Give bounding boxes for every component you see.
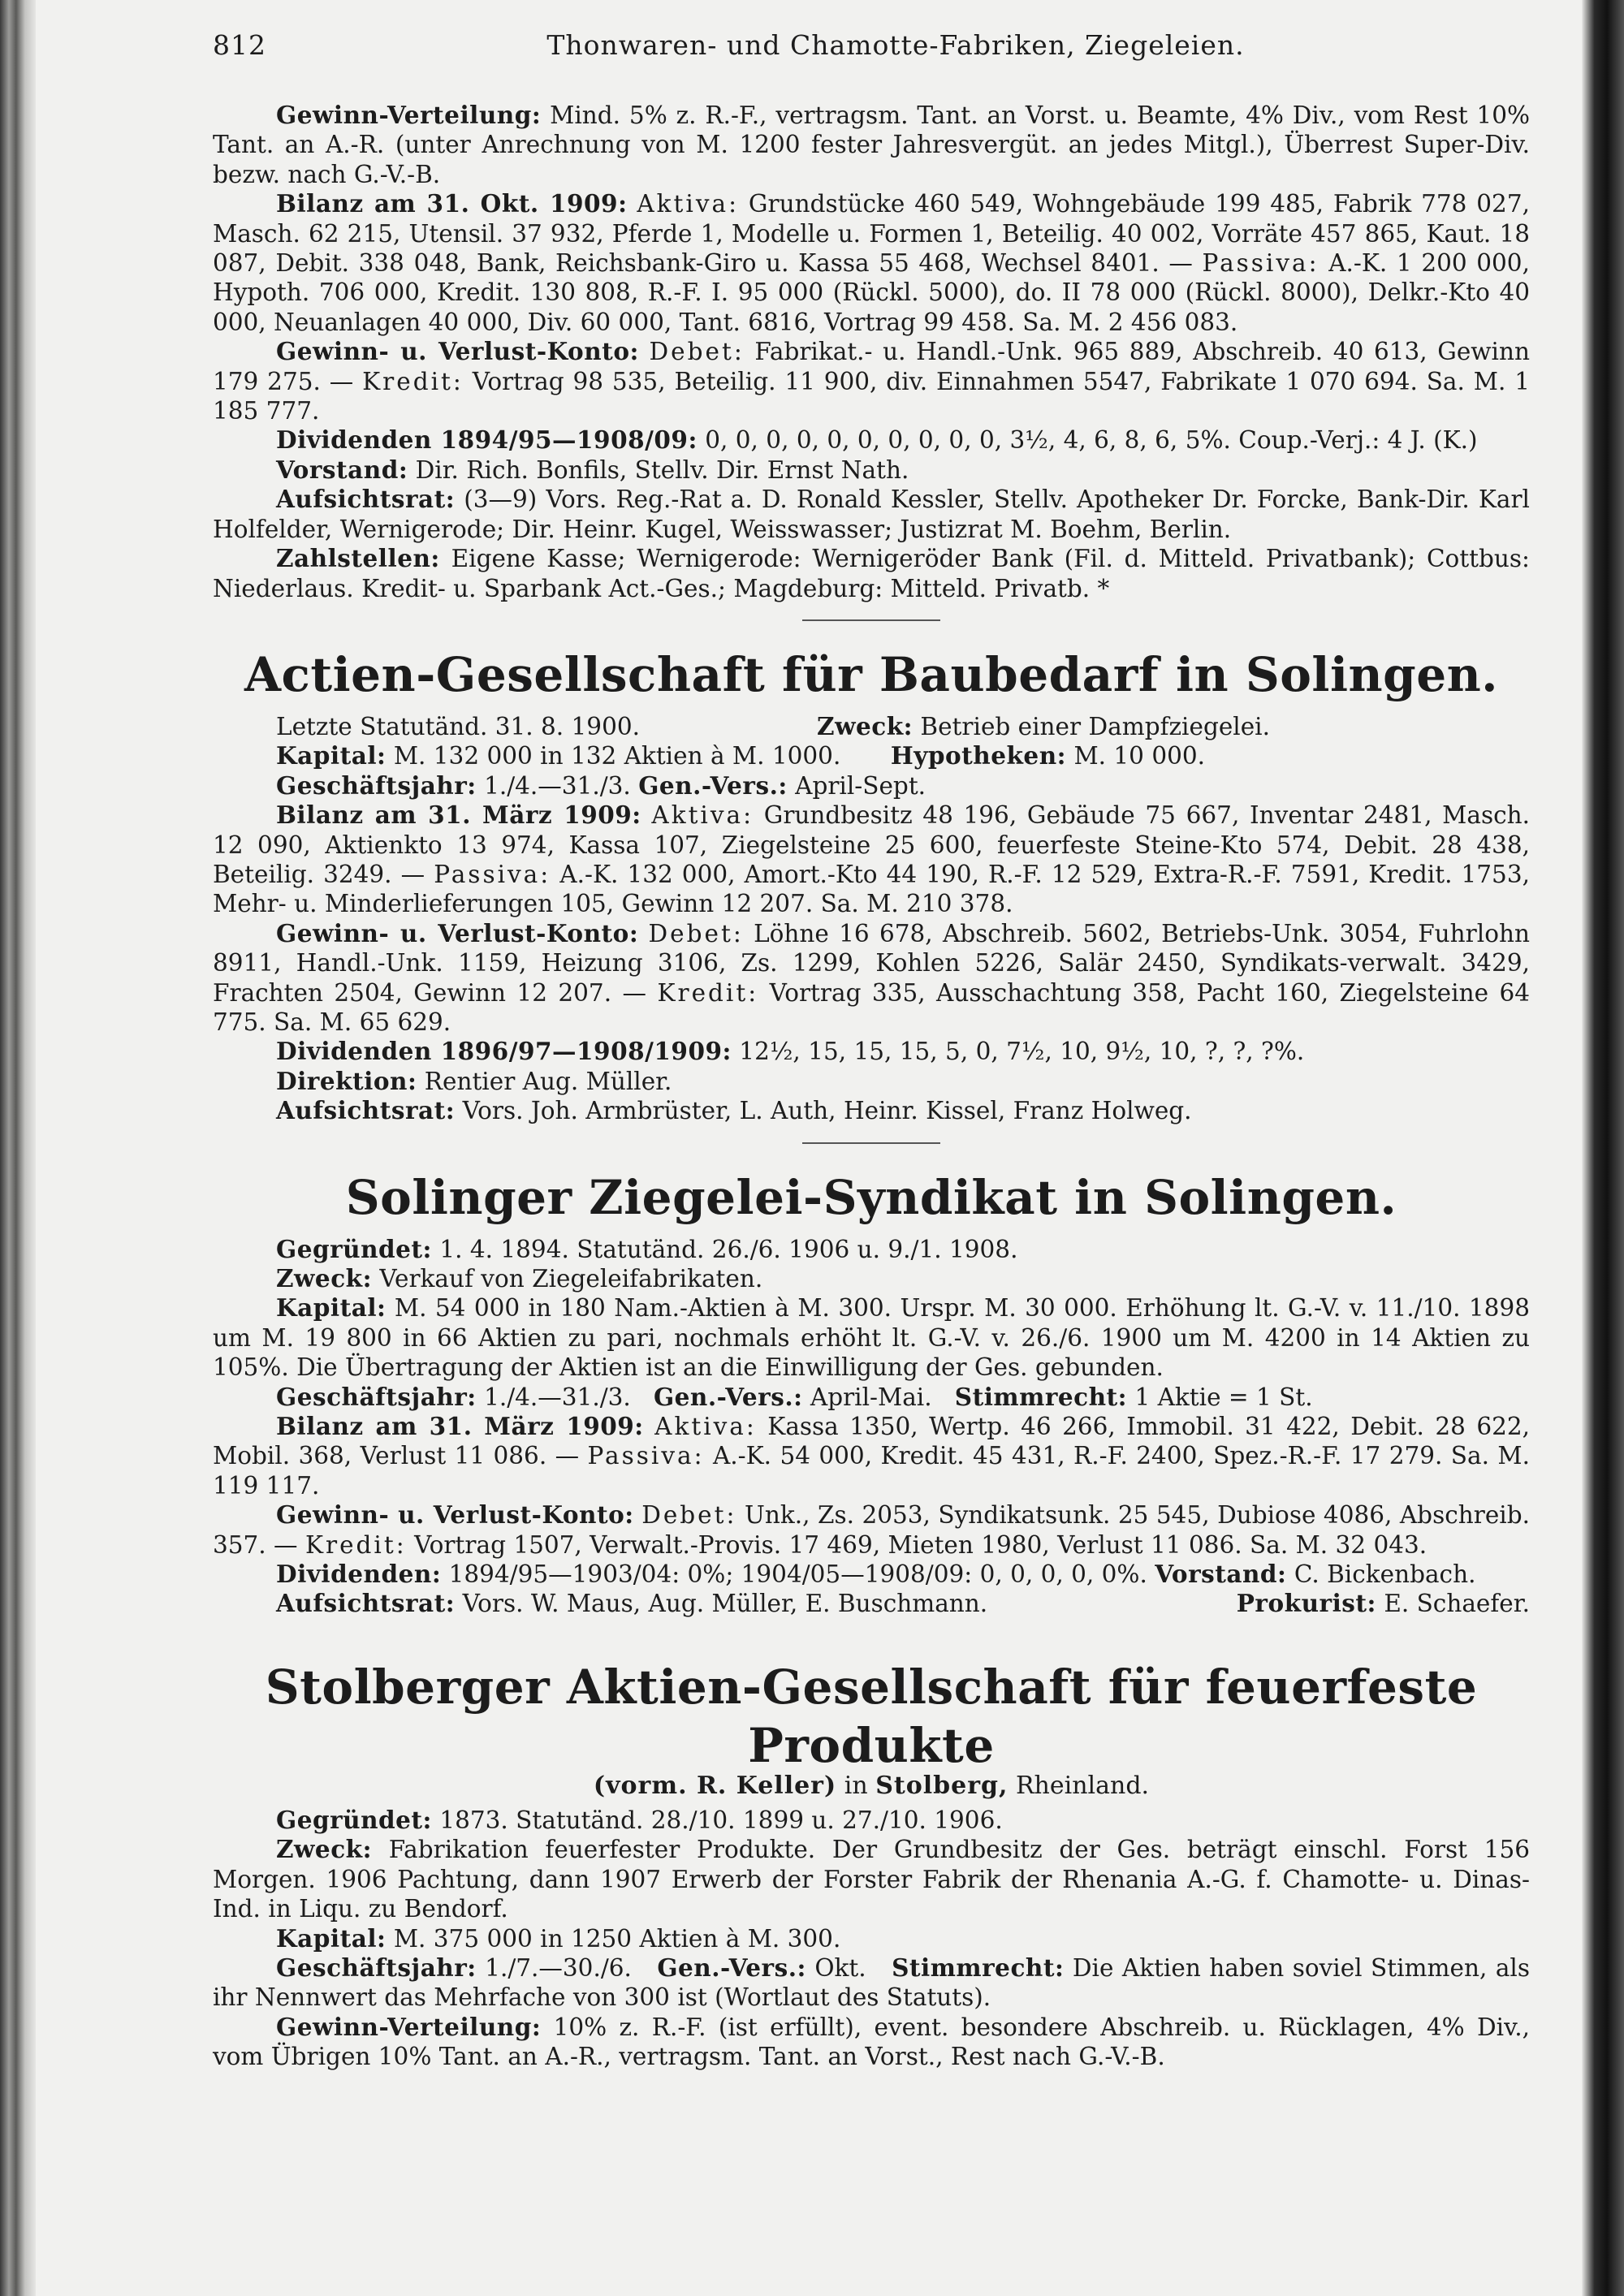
vorstand: Vorstand: Dir. Rich. Bonfils, Stellv. Dir. Ernst Nath. [276,455,909,484]
direktion: Direktion: Rentier Aug. Müller. [276,1066,672,1095]
dividenden-vorstand: Dividenden: 1894/95—1903/04: 0%; 1904/05—1908/09: 0, 0, 0, 0, 0%. Vorstand: C. Bickenbach. [276,1560,1476,1589]
page-number: 812 [213,29,266,61]
zweck: Zweck: Fabrikation feuerfester Produkte. Der Grundbesitz der Ges. beträgt einschl. Forst 156 Morgen. 1906 Pachtung, dann 1907 Erwerb der Forster Fabrik der Rhenania A.-G. f. Chamotte- u. Dinas-Ind. in Liqu. zu Bendorf. [213,1835,1530,1923]
section-divider [802,1142,940,1144]
geschaeftsjahr: Geschäftsjahr: 1./4.—31./3. Gen.-Vers.: April-Mai. Stimmrecht: 1 Aktie = 1 St. [276,1382,1313,1411]
section-divider [802,619,940,621]
statut-zweck-line: Letzte Statutänd. 31. 8. 1900. Zweck: Betrieb einer Dampfziegelei. [276,711,1270,740]
zahlstellen: Zahlstellen: Eigene Kasse; Wernigerode: Wernigeröder Bank (Fil. d. Mitteld. Privatbank); Cottbus: Niederlaus. Kredit- u. Sparbank Act.-Ges.; Magdeburg: Mitteld. Privatb. * [213,544,1530,602]
entry-stolberger-ag [213,1658,1530,2072]
kapital-hypotheken-line: Kapital: M. 132 000 in 132 Aktien à M. 1000. Hypotheken: M. 10 000. [276,741,1205,770]
geschaeftsjahr: Geschäftsjahr: 1./7.—30./6. Gen.-Vers.: Okt. Stimmrecht: Die Aktien haben soviel Stimmen, als ihr Nennwert das Mehrfache von 300 ist (Wortlaut des Statuts). [213,1953,1530,2012]
book-binding-edge [0,0,36,2296]
company-subtitle: (vorm. R. Keller) in Stolberg, Rheinland. [593,1771,1150,1800]
company-title: Actien-Gesellschaft für Baubedarf in Solingen. [244,646,1498,702]
page-content [213,29,1530,2072]
geschaeftsjahr: Geschäftsjahr: 1./4.—31./3. Gen.-Vers.: April-Sept. [276,770,926,800]
aufsichtsrat: Aufsichtsrat: (3—9) Vors. Reg.-Rat a. D. Ronald Kessler, Stellv. Apotheker Dr. Forcke, Bank-Dir. Karl Holfelder, Wernigerode; Dir. Heinr. Kugel, Weisswasser; Justizrat M. Boehm, Berlin. [213,485,1530,543]
spacer [213,1619,1530,1651]
gegruendet: Gegründet: 1873. Statutänd. 28./10. 1899 u. 27./10. 1906. [276,1805,1003,1834]
entry-continued [213,101,1530,603]
gewinn-verteilung: Gewinn-Verteilung: Mind. 5% z. R.-F., vertragsm. Tant. an Vorst. u. Beamte, 4% Div., vom Rest 10% Tant. an A.-R. (unter Anrechnung von M. 1200 fester Jahresvergüt. an jedes Mitgl.), Überrest Super-Div. bezw. nach G.-V.-B. [213,101,1530,188]
dividenden: Dividenden 1894/95—1908/09: 0, 0, 0, 0, 0, 0, 0, 0, 0, 0, 3½, 4, 6, 8, 6, 5%. Coup.-Verj.: 4 J. (K.) [276,425,1478,455]
kapital: Kapital: M. 54 000 in 180 Nam.-Aktien à M. 300. Urspr. M. 30 000. Erhöhung lt. G.-V. v. 11./10. 1898 um M. 19 800 in 66 Aktien zu pari, nochmals erhöht lt. G.-V. v. 26./6. 1900 um M. 4200 in 14 Aktien zu 105%. Die Übertragung der Aktien ist an die Einwilligung der Ges. gebunden. [213,1293,1530,1382]
entry-ziegelei-syndikat [213,1168,1530,1619]
bilanz: Bilanz am 31. März 1909: Aktiva: Kassa 1350, Wertp. 46 266, Immobil. 31 422, Debit. 28 622, Mobil. 368, Verlust 11 086. — Passiva: A.-K. 54 000, Kredit. 45 431, R.-F. 2400, Spez.-R.-F. 17 279. Sa. M. 119 117. [213,1412,1531,1500]
company-title: Stolberger Aktien-Gesellschaft für feuerfeste Produkte [265,1659,1478,1773]
gewinn-verlust-konto: Gewinn- u. Verlust-Konto: Debet: Unk., Zs. 2053, Syndikatsunk. 25 545, Dubiose 4086, Abschreib. 357. — Kredit: Vortrag 1507, Verwalt.-Provis. 17 469, Mieten 1980, Verlust 11 086. Sa. M. 32 043. [213,1500,1530,1559]
company-title: Solinger Ziegelei-Syndikat in Solingen. [345,1169,1397,1225]
gewinn-verlust-konto: Gewinn- u. Verlust-Konto: Debet: Fabrikat.- u. Handl.-Unk. 965 889, Abschreib. 40 613, Gewinn 179 275. — Kredit: Vortrag 98 535, Beteilig. 11 900, div. Einnahmen 5547, Fabrikate 1 070 694. Sa. M. 1 185 777. [213,337,1530,425]
entry-baubedarf-solingen [213,645,1530,1126]
running-title: Thonwaren- und Chamotte-Fabriken, Ziegeleien. [546,29,1245,61]
running-head [213,29,1530,68]
page-edge-shadow [1582,0,1624,2296]
dividenden: Dividenden 1896/97—1908/1909: 12½, 15, 15, 15, 5, 0, 7½, 10, 9½, 10, ?, ?, ?%. [276,1037,1305,1066]
aufsichtsrat-prokurist: Aufsichtsrat: Vors. W. Maus, Aug. Müller, E. Buschmann. Prokurist: E. Schaefer. [276,1589,1530,1618]
bilanz: Bilanz am 31. März 1909: Aktiva: Grundbesitz 48 196, Gebäude 75 667, Inventar 2481, Masch. 12 090, Aktienkto 13 974, Kassa 107, Ziegelsteine 25 600, feuerfeste Steine-Kto 574, Debit. 28 438, Beteilig. 3249. — Passiva: A.-K. 132 000, Amort.-Kto 44 190, R.-F. 12 529, Extra-R.-F. 7591, Kredit. 1753, Mehr- u. Minderlieferungen 105, Gewinn 12 207. Sa. M. 210 378. [213,801,1530,918]
gewinn-verteilung: Gewinn-Verteilung: 10% z. R.-F. (ist erfüllt), event. besondere Abschreib. u. Rücklagen, 4% Div., vom Übrigen 10% Tant. an A.-R., vertragsm. Tant. an Vorst., Rest nach G.-V.-B. [213,2012,1530,2071]
zweck: Zweck: Verkauf von Ziegeleifabrikaten. [276,1264,763,1293]
bilanz: Bilanz am 31. Okt. 1909: Aktiva: Grundstücke 460 549, Wohngebäude 199 485, Fabrik 778 027, Masch. 62 215, Utensil. 37 932, Pferde 1, Modelle u. Formen 1, Beteilig. 40 002, Vorräte 457 865, Kaut. 18 087, Debit. 338 048, Bank, Reichsbank-Giro u. Kassa 55 468, Wechsel 8401. — Passiva: A.-K. 1 200 000, Hypoth. 706 000, Kredit. 130 808, R.-F. I. 95 000 (Rückl. 5000), do. II 78 000 (Rückl. 8000), Delkr.-Kto 40 000, Neuanlagen 40 000, Div. 60 000, Tant. 6816, Vortrag 99 458. Sa. M. 2 456 083. [213,189,1530,336]
aufsichtsrat: Aufsichtsrat: Vors. Joh. Armbrüster, L. Auth, Heinr. Kissel, Franz Holweg. [276,1096,1192,1125]
gewinn-verlust-konto: Gewinn- u. Verlust-Konto: Debet: Löhne 16 678, Abschreib. 5602, Betriebs-Unk. 3054, Fuhrlohn 8911, Handl.-Unk. 1159, Heizung 3106, Zs. 1299, Kohlen 5226, Salär 2450, Syndikats-verwalt. 3429, Frachten 2504, Gewinn 12 207. — Kredit: Vortrag 335, Ausschachtung 358, Pacht 160, Ziegelsteine 64 775. Sa. M. 65 629. [213,918,1530,1036]
kapital: Kapital: M. 375 000 in 1250 Aktien à M. 300. [276,1923,841,1953]
gegruendet: Gegründet: 1. 4. 1894. Statutänd. 26./6. 1906 u. 9./1. 1908. [276,1234,1018,1263]
